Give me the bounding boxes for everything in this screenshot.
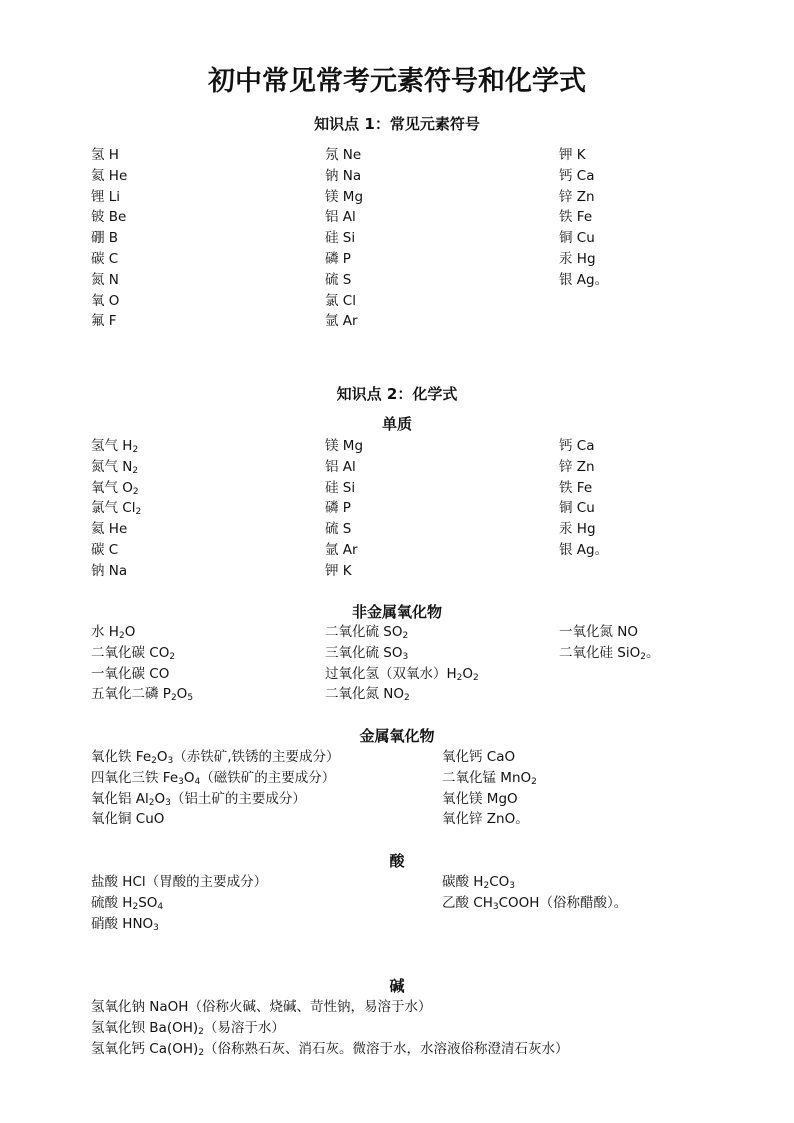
list-item: 氟 F	[91, 313, 117, 330]
list-item: 氦 He	[91, 167, 128, 184]
list-item: 汞 Hg	[559, 251, 596, 267]
list-item: 二氧化硫 $SO_2$	[325, 624, 409, 641]
list-item: 氢氧化钠 NaOH（俗称火碱、烧碱、苛性钠，易溶于水）	[91, 999, 432, 1015]
list-item: 镁 Mg	[325, 438, 364, 454]
list-item: 锌 Zn	[559, 458, 595, 475]
list-item: 银 Ag。	[559, 271, 609, 288]
list-item: 铍 Be	[91, 209, 127, 226]
list-item: 硼 B	[91, 230, 119, 247]
subheading-metal-oxides: 金属氧化物	[359, 727, 435, 745]
list-item: 钾 K	[559, 147, 586, 163]
page-title: 初中常见常考元素符号和化学式	[208, 66, 586, 97]
list-item: 镁 Mg	[325, 188, 364, 205]
list-item: 四氧化三铁 $Fe_3O_4$（磁铁矿的主要成分）	[91, 769, 336, 787]
list-item: 氯气 $Cl_2$	[91, 500, 142, 518]
list-item: 碳 C	[91, 542, 119, 558]
list-item: 硫 S	[325, 271, 352, 288]
section-heading-element-symbols: 知识点 1：常见元素符号	[314, 115, 480, 133]
list-item: 银 Ag。	[559, 542, 609, 558]
list-item: 磷 P	[325, 251, 351, 267]
list-item: 铜 Cu	[559, 230, 595, 247]
list-item: 硅 Si	[325, 479, 356, 496]
list-item: 二氧化碳 $CO_2$	[91, 644, 176, 662]
list-item: 氧化铁 $Fe_2O_3$（赤铁矿,铁锈的主要成分）	[91, 749, 340, 766]
list-item: 汞 Hg	[559, 521, 596, 538]
list-item: 氧化钙 CaO	[442, 749, 516, 765]
list-item: 一氧化氮 NO	[559, 624, 639, 640]
list-item: 二氧化锰 MnO$_2$	[442, 769, 537, 787]
list-item: 氧化锌 ZnO。	[442, 811, 529, 828]
list-item: 硅 Si	[325, 230, 356, 247]
list-item: 钠 Na	[325, 167, 362, 184]
list-item: 五氧化二磷 $P_2O_5$	[91, 686, 194, 704]
subheading-acids: 酸	[389, 852, 405, 870]
list-item: 铁 Fe	[559, 209, 593, 226]
list-item: 一氧化碳 CO	[91, 665, 170, 682]
list-item: 氧化镁 MgO	[442, 790, 518, 807]
subheading-nonmetal-oxides: 非金属氧化物	[351, 603, 442, 621]
list-item: 氧化铝 $Al_2O_3$（铝土矿的主要成分）	[91, 790, 306, 808]
list-item: 铝 Al	[325, 458, 356, 475]
list-item: 锂 Li	[91, 188, 121, 205]
list-item: 二氧化氮 $NO_2$	[325, 686, 410, 704]
list-item: 氯 Cl	[325, 292, 356, 309]
list-item: 氮 N	[91, 271, 119, 288]
list-item: 二氧化硅 SiO$_2$。	[559, 644, 660, 662]
list-item: 氧 O	[91, 292, 120, 309]
list-item: 碳酸 $H_2CO_3$	[442, 874, 515, 891]
subheading-bases: 碱	[389, 977, 405, 995]
subheading-simple-substances: 单质	[381, 415, 412, 433]
list-item: 氩 Ar	[325, 542, 358, 558]
list-item: 氢 H	[91, 147, 119, 163]
list-item: 氮气 $N_2$	[91, 458, 139, 476]
list-item: 硝酸 $HNO_3$	[91, 915, 159, 933]
list-item: 铁 Fe	[559, 479, 593, 496]
list-item: 盐酸 HCl（胃酸的主要成分）	[91, 874, 268, 890]
list-item: 氢气 $H_2$	[91, 438, 139, 455]
list-item: 氢氧化钙 $Ca(OH)_2$（俗称熟石灰、消石灰。微溶于水，水溶液俗称澄清石灰水）	[91, 1040, 569, 1058]
list-item: 钙 Ca	[559, 438, 595, 454]
list-item: 钠 Na	[91, 562, 128, 579]
list-item: 氢氧化钡 $Ba(OH)_2$（易溶于水）	[91, 1019, 285, 1037]
list-item: 三氧化硫 $SO_3$	[325, 644, 409, 662]
list-item: 硫酸 $H_2SO_4$	[91, 894, 164, 912]
list-item: 硫 S	[325, 521, 352, 538]
list-item: 铜 Cu	[559, 500, 595, 517]
list-item: 碳 C	[91, 251, 119, 267]
list-item: 水 $H_2O$	[91, 624, 136, 641]
list-item: 乙酸 $CH_3COOH$（俗称醋酸）。	[442, 894, 628, 912]
section-heading-chemical-formulas: 知识点 2：化学式	[336, 385, 458, 403]
list-item: 氧化铜 CuO	[91, 811, 165, 828]
list-item: 过氧化氢（双氧水）$H_2O_2$	[325, 665, 479, 683]
list-item: 氧气 $O_2$	[91, 479, 139, 497]
list-item: 钙 Ca	[559, 167, 595, 184]
list-item: 磷 P	[325, 500, 351, 517]
list-item: 铝 Al	[325, 209, 356, 226]
list-item: 氦 He	[91, 521, 128, 538]
list-item: 锌 Zn	[559, 188, 595, 205]
list-item: 氖 Ne	[325, 147, 362, 163]
list-item: 钾 K	[325, 562, 352, 579]
list-item: 氩 Ar	[325, 313, 358, 330]
